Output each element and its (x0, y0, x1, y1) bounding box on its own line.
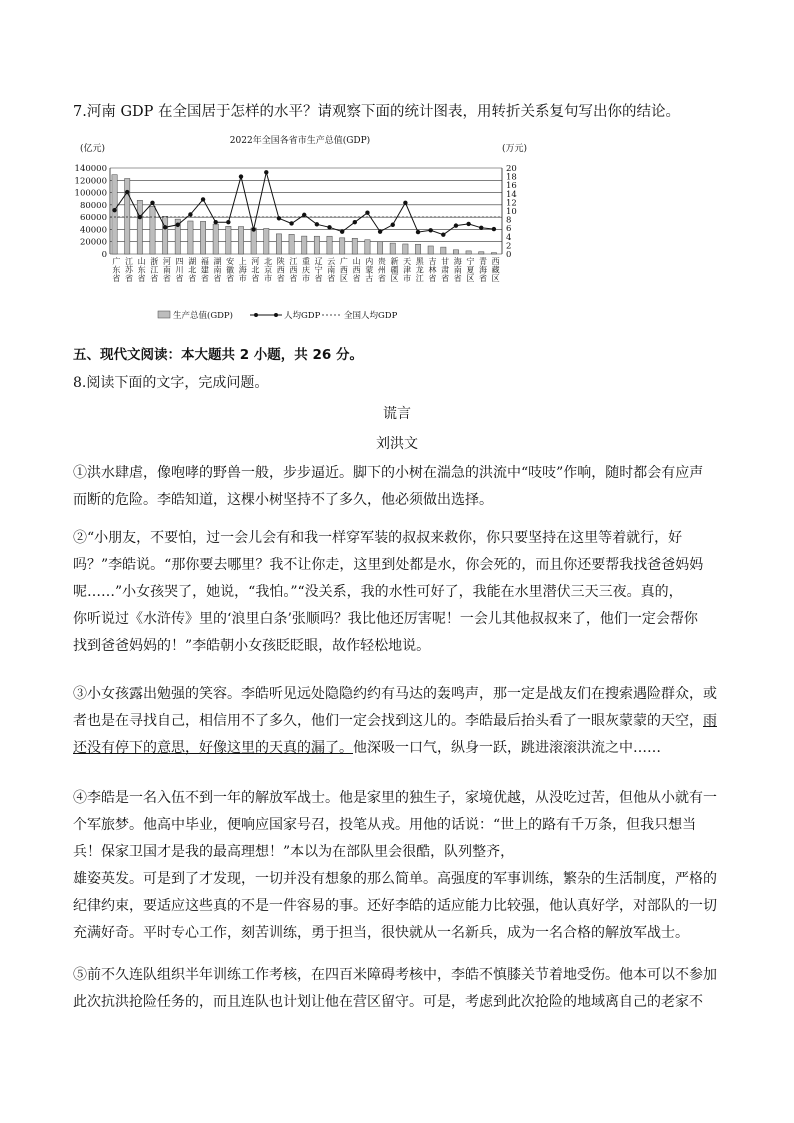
gdp-bar (403, 244, 408, 254)
right-tick-label: 2 (506, 241, 512, 252)
per-capita-point (454, 223, 458, 227)
gdp-bar (466, 251, 471, 254)
right-tick-label: 8 (506, 215, 512, 226)
underlined-sentence: 还没有停下的意思，好像这里的天真的漏了。 (73, 740, 353, 756)
gdp-bar (276, 234, 281, 254)
paragraph-4-line: 兵！保家卫国才是我的最高理想！”本以为在部队里会很酷，队列整齐， (73, 844, 515, 860)
right-axis-unit: (万元) (502, 144, 528, 154)
per-capita-point (112, 208, 116, 212)
per-capita-point (315, 222, 319, 226)
underlined-sentence-start: 雨 (703, 713, 717, 729)
gdp-bar (377, 242, 382, 254)
category-label: 海南省 (453, 257, 462, 284)
per-capita-point (365, 211, 369, 215)
category-label: 甘肃省 (441, 257, 450, 284)
category-label: 黑龙江 (415, 257, 424, 284)
left-tick-label: 120000 (74, 176, 107, 187)
category-label: 辽宁省 (314, 257, 323, 284)
category-label: 湖北省 (188, 257, 197, 284)
right-tick-label: 20 (506, 164, 517, 174)
gdp-bar (137, 200, 142, 254)
question-8: 8.阅读下面的文字，完成问题。 (73, 375, 269, 391)
right-tick-label: 0 (506, 250, 512, 260)
paragraph-3-line (73, 735, 725, 762)
per-capita-point (150, 201, 154, 205)
paragraph-3-line (73, 708, 725, 735)
legend-point-per-capita (274, 313, 278, 317)
category-label: 青海省 (479, 257, 488, 284)
category-label: 江西省 (289, 257, 298, 284)
per-capita-point (201, 197, 205, 201)
paragraph-1-line: 而断的危险。李皓知道，这棵小树坚持不了多久，他必须做出选择。 (73, 492, 493, 508)
left-tick-label: 60000 (79, 213, 107, 224)
paragraph-5 (73, 962, 725, 1016)
right-tick-label: 14 (506, 189, 517, 200)
legend-point-per-capita (254, 313, 258, 317)
per-capita-line (115, 172, 494, 234)
gdp-bar (390, 243, 395, 254)
per-capita-point (416, 230, 420, 234)
category-label: 内蒙古 (365, 257, 374, 284)
gdp-bar (327, 236, 332, 254)
legend-swatch-gdp (158, 311, 170, 318)
per-capita-point (492, 227, 496, 231)
per-capita-point (226, 220, 230, 224)
per-capita-point (378, 229, 382, 233)
category-label: 云南省 (327, 257, 336, 284)
gdp-chart-svg (70, 130, 530, 330)
paragraph-4-line: 纪律约束，要适应这些真的不是一件容易的事。还好李皓的适应能力比较强，他认真好学，对部队的一切 (73, 898, 717, 914)
category-label: 广西区 (339, 257, 348, 284)
paragraph-3 (73, 681, 725, 762)
paragraph-3-text: 者也是在寻找自己，相信用不了多久，他们一定会找到这儿的。李皓最后抬头看了一眼灰蒙蒙的天空， (73, 713, 703, 729)
category-label: 江苏省 (124, 257, 133, 284)
gdp-bar (314, 236, 319, 254)
gdp-bar (352, 238, 357, 254)
per-capita-point (466, 222, 470, 226)
per-capita-point (214, 220, 218, 224)
gdp-bar (264, 228, 269, 254)
category-label: 吉林省 (428, 257, 437, 284)
per-capita-point (302, 213, 306, 217)
left-tick-label: 20000 (79, 237, 107, 248)
per-capita-point (327, 225, 331, 229)
article-title: 谎言 (383, 406, 411, 422)
category-label: 四川省 (175, 257, 184, 284)
legend-label-per-capita: 人均GDP (284, 311, 321, 321)
left-tick-label: 100000 (74, 188, 107, 199)
gdp-chart (70, 130, 530, 330)
category-label: 河南省 (162, 257, 171, 284)
right-tick-label: 6 (506, 224, 512, 235)
category-label: 天津市 (403, 257, 412, 284)
section-5-heading: 五、现代文阅读：本大题共 2 小题，共 26 分。 (73, 347, 363, 363)
article-author: 刘洪文 (376, 436, 418, 452)
per-capita-point (176, 223, 180, 227)
paragraph-2-line: 找到爸爸妈妈的！”李皓朝小女孩眨眨眼，故作轻松地说。 (73, 638, 431, 654)
gdp-bar (162, 216, 167, 254)
category-label: 福建省 (200, 257, 209, 284)
paragraph-4-line: 雄姿英发。可是到了才发现，一切并没有想象的那么简单。高强度的军事训练，繁杂的生活制度，严格的 (73, 871, 717, 887)
gdp-bar (453, 250, 458, 254)
category-label: 浙江省 (150, 257, 159, 284)
paragraph-4 (73, 785, 725, 947)
legend-label-gdp: 生产总值(GDP) (173, 311, 233, 321)
per-capita-point (163, 225, 167, 229)
category-label: 上海市 (238, 257, 247, 284)
per-capita-point (403, 201, 407, 205)
left-tick-label: 0 (101, 250, 107, 260)
per-capita-point (251, 227, 255, 231)
category-label: 河北省 (251, 257, 260, 284)
paragraph-5-line: ⑤前不久连队组织半年训练工作考核，在四百米障碍考核中，李皓不慎膝关节着地受伤。他本可以不参加 (73, 967, 717, 983)
category-label: 陕西省 (276, 257, 285, 284)
gdp-bar (188, 221, 193, 254)
right-tick-label: 4 (506, 232, 512, 243)
gdp-bar (213, 224, 218, 254)
right-tick-label: 18 (506, 172, 517, 183)
gdp-bar (491, 253, 496, 254)
per-capita-point (138, 215, 142, 219)
per-capita-point (264, 170, 268, 174)
gdp-bar (226, 226, 231, 254)
category-label: 西藏区 (491, 257, 500, 284)
per-capita-point (479, 226, 483, 230)
category-label: 湖南省 (213, 257, 222, 284)
right-tick-label: 10 (506, 207, 517, 217)
per-capita-point (353, 220, 357, 224)
paragraph-3-line: ③小女孩露出勉强的笑容。李皓听见远处隐隐约约有马达的轰鸣声，那一定是战友们在搜索遇险群众，或 (73, 686, 717, 702)
left-tick-label: 40000 (79, 225, 107, 236)
paragraph-4-line: 充满好奇。平时专心工作，刻苦训练，勇于担当，很快就从一名新兵，成为一名合格的解放军战士。 (73, 925, 689, 941)
question-7: 7.河南 GDP 在全国居于怎样的水平？请观察下面的统计图表，用转折关系复句写出你的结论。 (73, 104, 681, 120)
per-capita-point (391, 223, 395, 227)
gdp-bar (150, 206, 155, 254)
paragraph-1-line: ①洪水肆虐，像咆哮的野兽一般，步步逼近。脚下的小树在湍急的洪流中“吱吱”作响，随时都会有应声 (73, 465, 704, 481)
paragraph-2-line: ②“小朋友，不要怕，过一会儿会有和我一样穿军装的叔叔来救你，你只要坚持在这里等着就行，好 (73, 530, 683, 546)
gdp-bar (441, 247, 446, 254)
paragraph-4-line: 个军旅梦。他高中毕业，便响应国家号召，投笔从戎。用他的话说：“世上的路有千万条，但我只想当 (73, 817, 697, 833)
paragraph-4-line: ④李皓是一名入伍不到一年的解放军战士。他是家里的独生子，家境优越，从没吃过苦，但他从小就有一 (73, 790, 717, 806)
gdp-bar (200, 221, 205, 254)
category-label: 安徽省 (226, 257, 235, 284)
gdp-bar (340, 238, 345, 254)
gdp-bar (125, 179, 130, 254)
paragraph-5-line: 此次抗洪抢险任务的，而且连队也计划让他在营区留守。可是，考虑到此次抢险的地域离自己的老家不 (73, 994, 703, 1010)
per-capita-point (340, 229, 344, 233)
right-tick-label: 16 (506, 181, 517, 192)
gdp-bar (302, 236, 307, 254)
per-capita-point (289, 221, 293, 225)
left-tick-label: 140000 (74, 164, 107, 174)
gdp-bar (251, 228, 256, 254)
category-label: 贵州省 (377, 257, 386, 284)
category-label: 广东省 (112, 257, 121, 284)
gdp-bar (238, 227, 243, 254)
gdp-bar (428, 246, 433, 254)
paragraph-1 (73, 460, 725, 514)
paragraph-2-line: 吗？”李皓说。“那你要去哪里？我不让你走，这里到处都是水，你会死的，而且你还要帮我找爸爸妈妈 (73, 557, 704, 573)
per-capita-point (239, 174, 243, 178)
left-tick-label: 80000 (79, 200, 107, 211)
gdp-bar (289, 234, 294, 254)
category-label: 山西省 (352, 257, 361, 284)
per-capita-point (188, 212, 192, 216)
gdp-bar (479, 252, 484, 254)
per-capita-point (277, 216, 281, 220)
paragraph-2-line: 呢……”小女孩哭了，她说，“我怕。”“没关系，我的水性可好了，我能在水里潜伏三天三夜。真的， (73, 584, 683, 600)
category-label: 新疆区 (390, 257, 399, 284)
gdp-bar (365, 240, 370, 254)
paragraph-2 (73, 525, 725, 660)
gdp-bar (112, 175, 117, 254)
paragraph-2-line: 你听说过《水浒传》里的‘浪里白条’张顺吗？我比他还厉害呢！一会儿其他叔叔来了，他们一定会帮你 (73, 611, 698, 627)
category-label: 宁夏区 (466, 257, 475, 284)
per-capita-point (441, 232, 445, 236)
right-tick-label: 12 (506, 198, 517, 209)
per-capita-point (428, 228, 432, 232)
per-capita-point (125, 190, 129, 194)
category-label: 北京市 (264, 257, 273, 284)
category-label: 重庆市 (302, 257, 310, 284)
legend-label-national: 全国人均GDP (344, 311, 398, 321)
chart-title: 2022年全国各省市生产总值(GDP) (229, 136, 371, 146)
category-label: 山东省 (137, 257, 146, 284)
gdp-bar (415, 244, 420, 254)
paragraph-3-text: 他深吸一口气，纵身一跃，跳进滚滚洪流之中…… (353, 740, 661, 756)
left-axis-unit: (亿元) (80, 144, 106, 154)
